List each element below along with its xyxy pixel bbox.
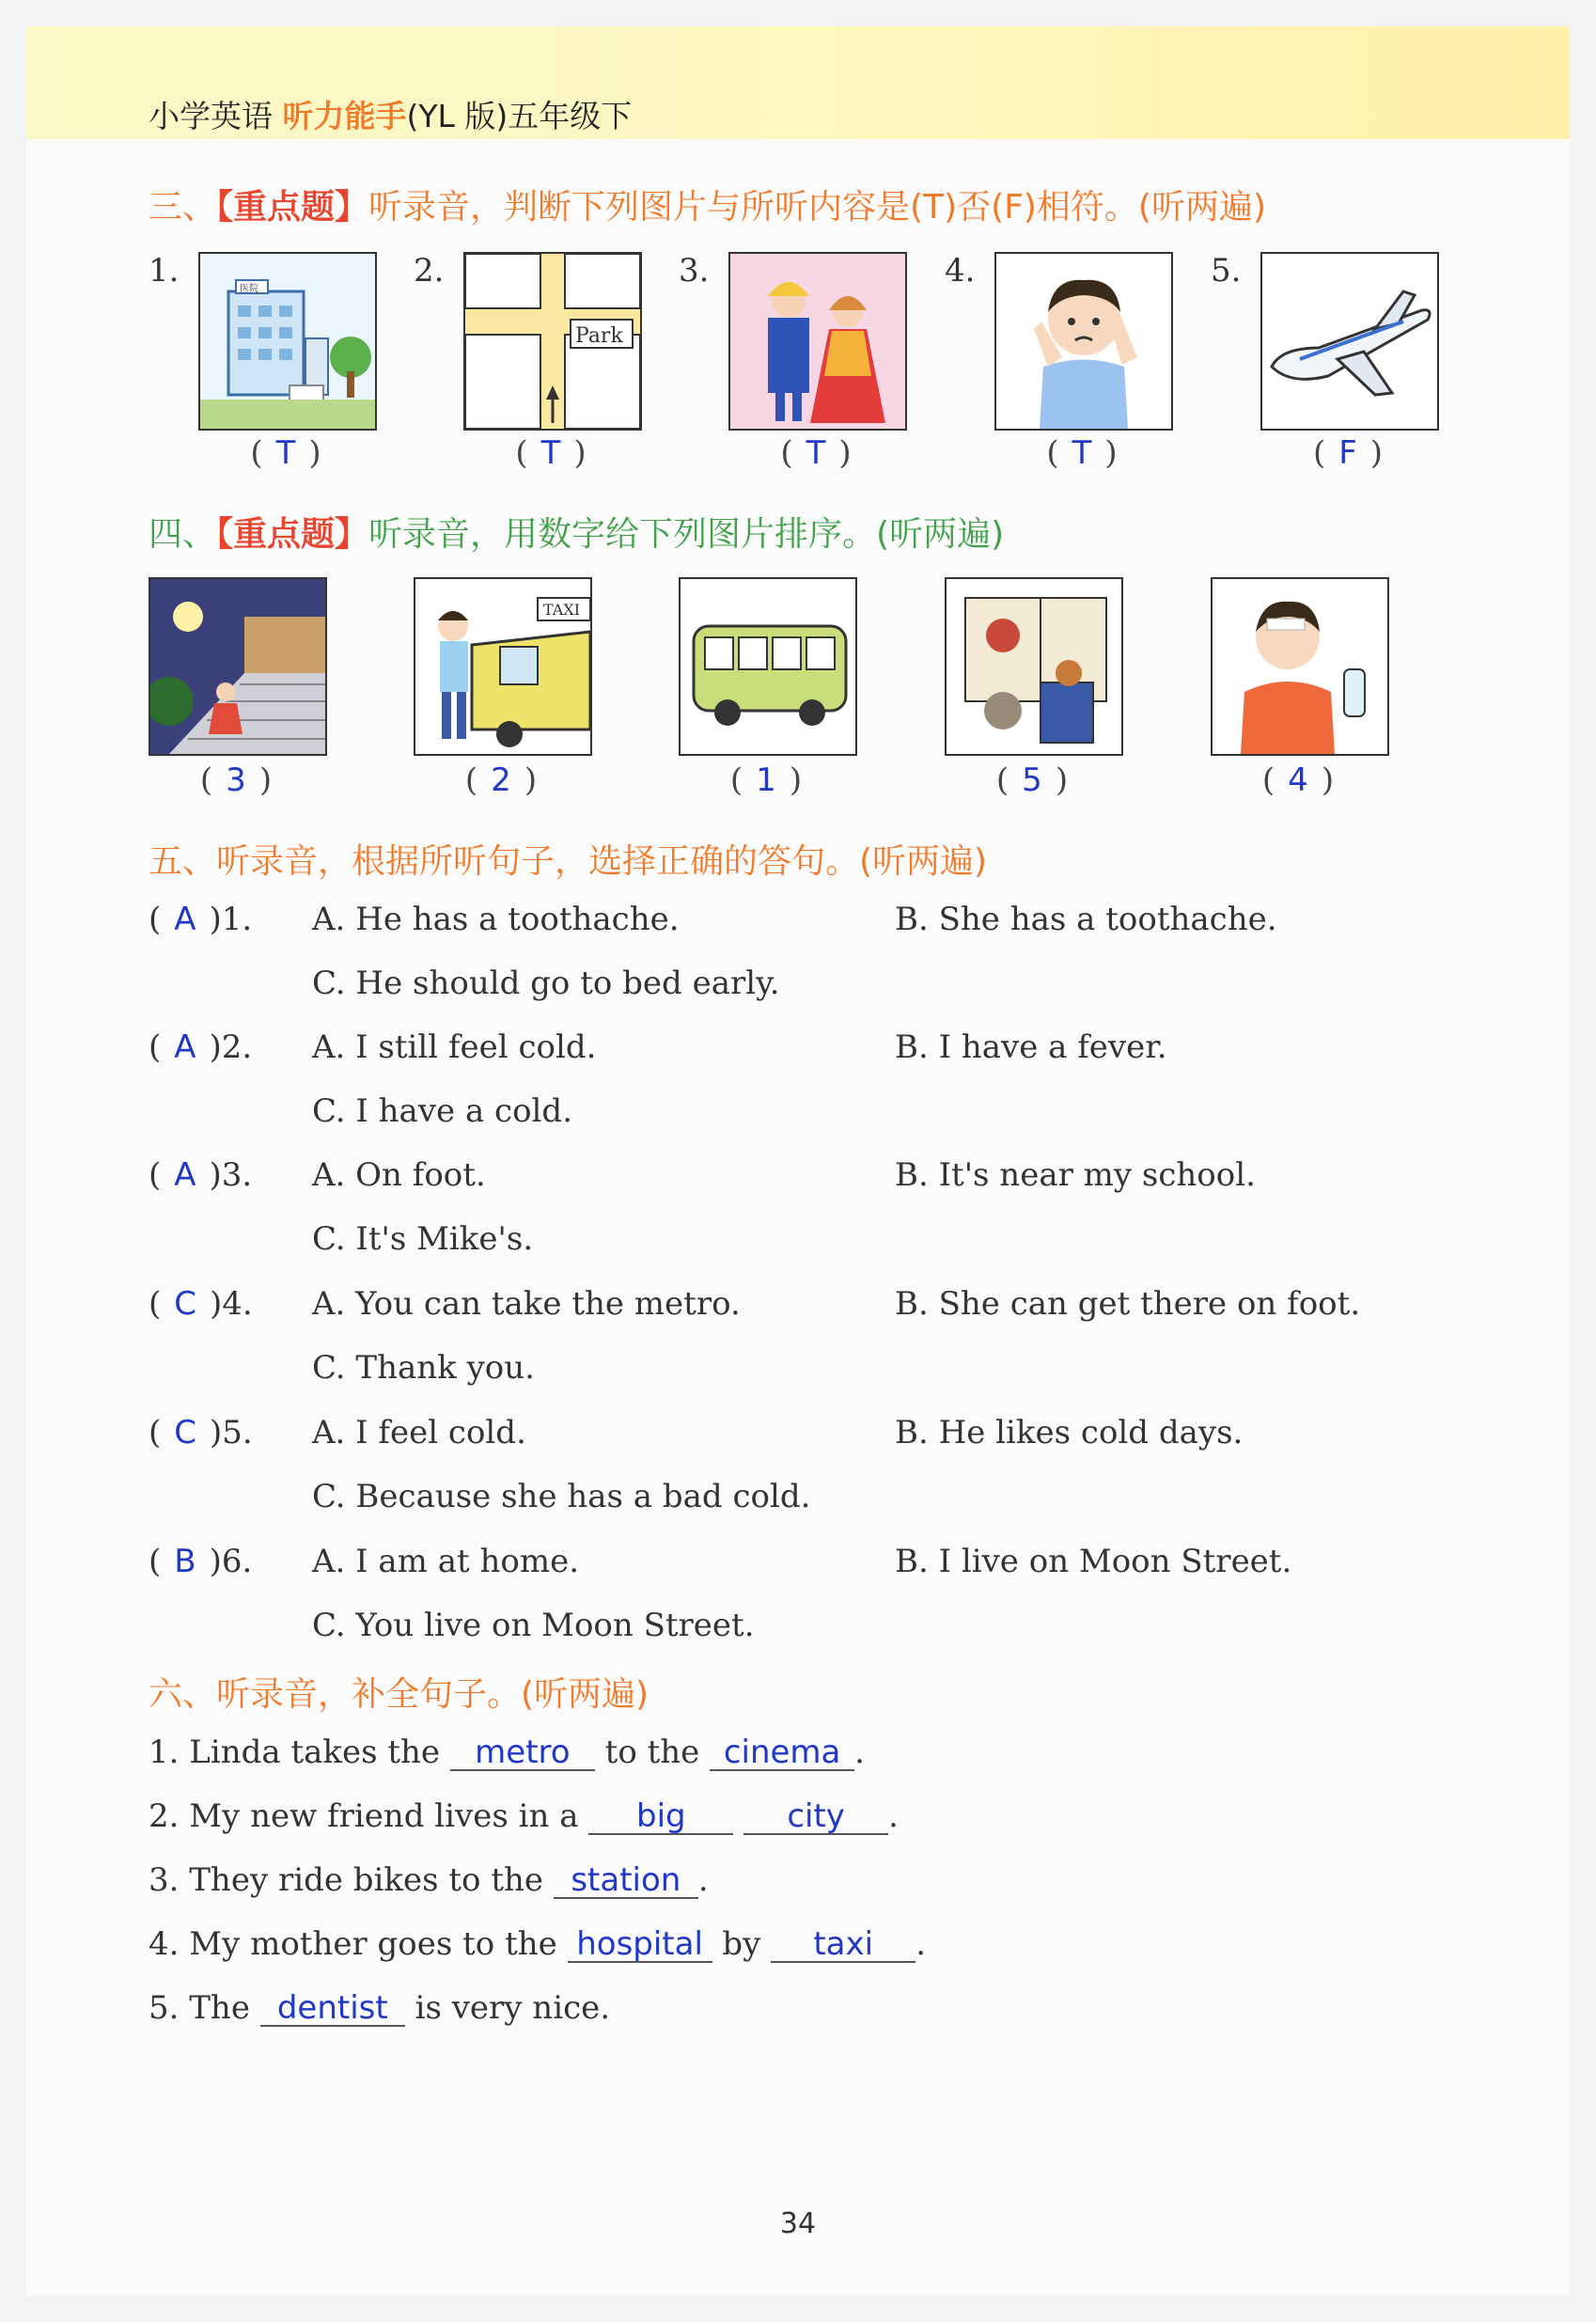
s5-q2-option-a: A. I still feel cold.	[312, 1028, 597, 1066]
s5-q6-option-a: A. I am at home.	[312, 1543, 580, 1580]
s4-answer-5: ( 4 )	[1261, 761, 1335, 799]
s6-blank-1a: metro	[450, 1735, 595, 1771]
s5-q2-option-b: B. I have a fever.	[895, 1028, 1167, 1066]
s3-answer-3: ( T )	[780, 434, 852, 472]
s6-sentence-4: 4. My mother goes to the hospital by taxi .	[149, 1925, 926, 1963]
s5-q3-option-a: A. On foot.	[312, 1156, 486, 1194]
mouse-backpack-icon	[945, 577, 1123, 756]
s5-q1-option-c: C. He should go to bed early.	[312, 965, 780, 1002]
s5-q3-option-b: B. It's near my school.	[895, 1156, 1256, 1194]
s5-q4-option-c: C. Thank you.	[312, 1349, 535, 1387]
s6-blank-2b: city	[743, 1799, 888, 1835]
s3-item2-number: 2.	[414, 252, 445, 290]
s3-answer-4: ( T )	[1046, 434, 1118, 472]
s6-blank-4a: hospital	[568, 1927, 712, 1963]
s6-sentence-2: 2. My new friend lives in a big city .	[149, 1797, 899, 1835]
s6-blank-3a: station	[554, 1863, 698, 1899]
s5-q5-option-c: C. Because she has a bad cold.	[312, 1478, 811, 1515]
s5-q6-option-b: B. I live on Moon Street.	[895, 1543, 1292, 1580]
s5-q3-option-c: C. It's Mike's.	[312, 1220, 534, 1258]
s4-answer-3: ( 1 )	[729, 761, 803, 799]
girl-stairs-night-icon	[149, 577, 327, 756]
s5-answer-4: C	[174, 1285, 197, 1323]
s3-answer-1: ( T )	[250, 434, 321, 472]
prince-princess-icon	[728, 252, 907, 431]
s5-q2-option-c: C. I have a cold.	[312, 1092, 572, 1130]
s3-item1-number: 1.	[149, 252, 180, 290]
s6-sentence-3: 3. They ride bikes to the station .	[149, 1861, 709, 1899]
s5-answer-3: A	[174, 1156, 196, 1194]
s5-answer-6: B	[174, 1543, 196, 1580]
section3-heading: 三、【重点题】听录音，判断下列图片与所听内容是(T)否(F)相符。(听两遍)	[149, 188, 1266, 227]
s6-sentence-5: 5. The dentist is very nice.	[149, 1989, 611, 2027]
s4-answer-4: ( 5 )	[995, 761, 1069, 799]
section6-heading: 六、听录音，补全句子。(听两遍)	[149, 1675, 649, 1714]
section4-heading: 四、【重点题】听录音，用数字给下列图片排序。(听两遍)	[149, 515, 1005, 554]
s5-answer-5: C	[174, 1414, 197, 1451]
s6-blank-1b: cinema	[710, 1735, 854, 1771]
s3-item4-number: 4.	[945, 252, 976, 290]
s5-q1-option-b: B. She has a toothache.	[895, 901, 1277, 938]
s5-q5-option-a: A. I feel cold.	[312, 1414, 526, 1451]
s5-answer-1: A	[174, 901, 196, 938]
s6-blank-4b: taxi	[771, 1927, 915, 1963]
park-map-icon	[463, 252, 642, 431]
s5-q1-option-a: A. He has a toothache.	[312, 901, 680, 938]
park-sign: Park	[575, 324, 623, 348]
hospital-building-icon	[198, 252, 377, 431]
boy-toothache-icon	[994, 252, 1173, 431]
boy-sick-medicine-icon	[1211, 577, 1389, 756]
s3-item3-number: 3.	[679, 252, 710, 290]
s5-q4-option-b: B. She can get there on foot.	[895, 1285, 1361, 1323]
book-title: 小学英语 听力能手(YL 版)五年级下	[149, 98, 633, 134]
boy-taxi-icon	[414, 577, 592, 756]
section5-heading: 五、听录音，根据所听句子，选择正确的答句。(听两遍)	[149, 842, 988, 881]
taxi-sign: TAXI	[543, 601, 581, 619]
s6-blank-5a: dentist	[260, 1991, 405, 2027]
airplane-icon	[1260, 252, 1439, 431]
s5-q5-option-b: B. He likes cold days.	[895, 1414, 1244, 1451]
s5-q4-option-a: A. You can take the metro.	[312, 1285, 741, 1323]
bus-icon	[679, 577, 857, 756]
s3-answer-5: ( F )	[1312, 434, 1384, 472]
s6-blank-2a: big	[588, 1799, 733, 1835]
page-number: 34	[779, 2207, 817, 2240]
s6-sentence-1: 1. Linda takes the metro to the cinema .	[149, 1734, 865, 1771]
s3-answer-2: ( T )	[515, 434, 587, 472]
hospital-sign: 医院	[240, 284, 258, 294]
s5-q6-option-c: C. You live on Moon Street.	[312, 1607, 755, 1644]
s4-answer-2: ( 2 )	[464, 761, 538, 799]
s3-item5-number: 5.	[1211, 252, 1242, 290]
s4-answer-1: ( 3 )	[199, 761, 273, 799]
s5-answer-2: A	[174, 1028, 196, 1066]
